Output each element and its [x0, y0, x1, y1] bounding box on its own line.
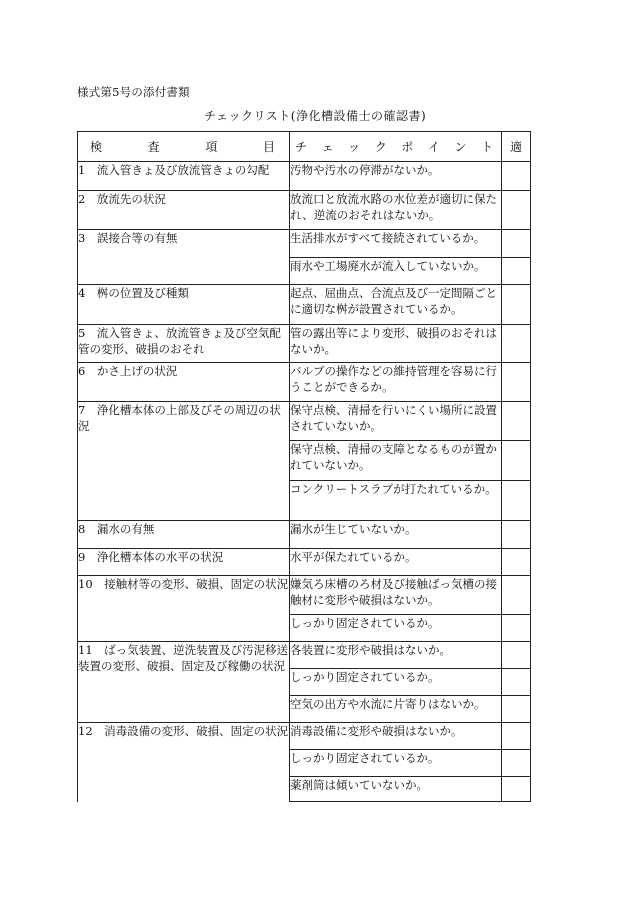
ok-checkbox-cell[interactable] — [502, 441, 531, 481]
check-point: 保守点検、清掃を行いにくい場所に設置されていないか。 — [290, 402, 502, 441]
check-point: 雨水や工場廃水が流入していないか。 — [290, 258, 502, 285]
check-point: 消毒設備に変形や破損はないか。 — [290, 723, 502, 750]
table-row — [78, 402, 531, 441]
ok-checkbox-cell[interactable] — [502, 230, 531, 258]
check-point: 空気の出方や水流に片寄りはないか。 — [290, 696, 502, 723]
ok-checkbox-cell[interactable] — [502, 696, 531, 723]
table-row — [78, 363, 531, 402]
ok-checkbox-cell[interactable] — [502, 325, 531, 363]
check-point: 汚物や汚水の停滞がないか。 — [290, 162, 502, 191]
header-ok: 適 — [502, 132, 531, 162]
table-row — [78, 642, 531, 669]
ok-checkbox-cell[interactable] — [502, 481, 531, 521]
check-point: 保守点検、清掃の支障となるものが置かれていないか。 — [290, 441, 502, 481]
check-point: 放流口と放流水路の水位差が適切に保たれ、逆流のおそれはないか。 — [290, 191, 502, 230]
inspection-item: 7 浄化槽本体の上部及びその周辺の状況 — [78, 402, 290, 521]
inspection-item: 2 放流先の状況 — [78, 191, 290, 230]
header-item-char: 検 — [90, 139, 103, 154]
ok-checkbox-cell[interactable] — [502, 549, 531, 576]
header-point-char: ン — [454, 139, 467, 154]
header-point-char: ッ — [348, 139, 361, 154]
ok-checkbox-cell[interactable] — [502, 576, 531, 615]
ok-checkbox-cell[interactable] — [502, 750, 531, 777]
header-point-char: イ — [427, 139, 440, 154]
table-row — [78, 723, 531, 750]
table-row — [78, 230, 531, 258]
form-label: 様式第5号の添付書類 — [77, 85, 190, 99]
table-row — [78, 549, 531, 576]
check-point: 管の露出等により変形、破損のおそれはないか。 — [290, 325, 502, 363]
check-point: 起点、屈曲点、合流点及び一定間隔ごとに適切な桝が設置されているか。 — [290, 285, 502, 325]
header-item-char: 目 — [262, 139, 275, 154]
document-title: チェックリスト(浄化槽設備士の確認書) — [203, 109, 427, 123]
header-item-char: 項 — [205, 139, 218, 154]
ok-checkbox-cell[interactable] — [502, 402, 531, 441]
check-point: 漏水が生じていないか。 — [290, 521, 502, 549]
header-inspection-item — [78, 132, 290, 162]
check-point: バルブの操作などの維持管理を容易に行うことができるか。 — [290, 363, 502, 402]
inspection-item: 4 桝の位置及び種類 — [78, 285, 290, 325]
header-row — [78, 132, 531, 162]
inspection-item: 12 消毒設備の変形、破損、固定の状況 — [78, 723, 290, 802]
ok-checkbox-cell[interactable] — [502, 162, 531, 191]
header-point-char: ポ — [401, 139, 414, 154]
check-point: しっかり固定されているか。 — [290, 615, 502, 642]
inspection-item: 1 流入管きょ及び放流管きょの勾配 — [78, 162, 290, 191]
header-point-char: ク — [374, 139, 387, 154]
header-point-char: チ — [295, 139, 308, 154]
ok-checkbox-cell[interactable] — [502, 615, 531, 642]
ok-checkbox-cell[interactable] — [502, 258, 531, 285]
check-point: 水平が保たれているか。 — [290, 549, 502, 576]
check-point: しっかり固定されているか。 — [290, 750, 502, 777]
ok-checkbox-cell[interactable] — [502, 191, 531, 230]
inspection-item: 5 流入管きょ、放流管きょ及び空気配管の変形、破損のおそれ — [78, 325, 290, 363]
ok-checkbox-cell[interactable] — [502, 521, 531, 549]
ok-checkbox-cell[interactable] — [502, 777, 531, 802]
table-row — [78, 191, 531, 230]
check-point: 嫌気ろ床槽のろ材及び接触ばっ気槽の接触材に変形や破損はないか。 — [290, 576, 502, 615]
header-point-char: ェ — [321, 139, 334, 154]
inspection-item: 8 漏水の有無 — [78, 521, 290, 549]
table-row — [78, 325, 531, 363]
ok-checkbox-cell[interactable] — [502, 642, 531, 669]
checklist-table — [77, 131, 531, 802]
table-row — [78, 521, 531, 549]
ok-checkbox-cell[interactable] — [502, 669, 531, 696]
table-row — [78, 576, 531, 615]
inspection-item: 10 接触材等の変形、破損、固定の状況 — [78, 576, 290, 642]
header-point-char: ト — [480, 139, 493, 154]
ok-checkbox-cell[interactable] — [502, 363, 531, 402]
table-row — [78, 285, 531, 325]
ok-checkbox-cell[interactable] — [502, 285, 531, 325]
check-point: しっかり固定されているか。 — [290, 669, 502, 696]
header-check-point — [290, 132, 502, 162]
check-point: 各装置に変形や破損はないか。 — [290, 642, 502, 669]
check-point: コンクリートスラブが打たれているか。 — [290, 481, 502, 521]
check-point: 薬剤筒は傾いていないか。 — [290, 777, 502, 802]
ok-checkbox-cell[interactable] — [502, 723, 531, 750]
inspection-item: 11 ばっ気装置、逆洗装置及び汚泥移送装置の変形、破損、固定及び稼働の状況 — [78, 642, 290, 723]
header-item-char: 査 — [147, 139, 160, 154]
check-point: 生活排水がすべて接続されているか。 — [290, 230, 502, 258]
inspection-item: 3 誤接合等の有無 — [78, 230, 290, 285]
inspection-item: 6 かさ上げの状況 — [78, 363, 290, 402]
table-row — [78, 162, 531, 191]
inspection-item: 9 浄化槽本体の水平の状況 — [78, 549, 290, 576]
